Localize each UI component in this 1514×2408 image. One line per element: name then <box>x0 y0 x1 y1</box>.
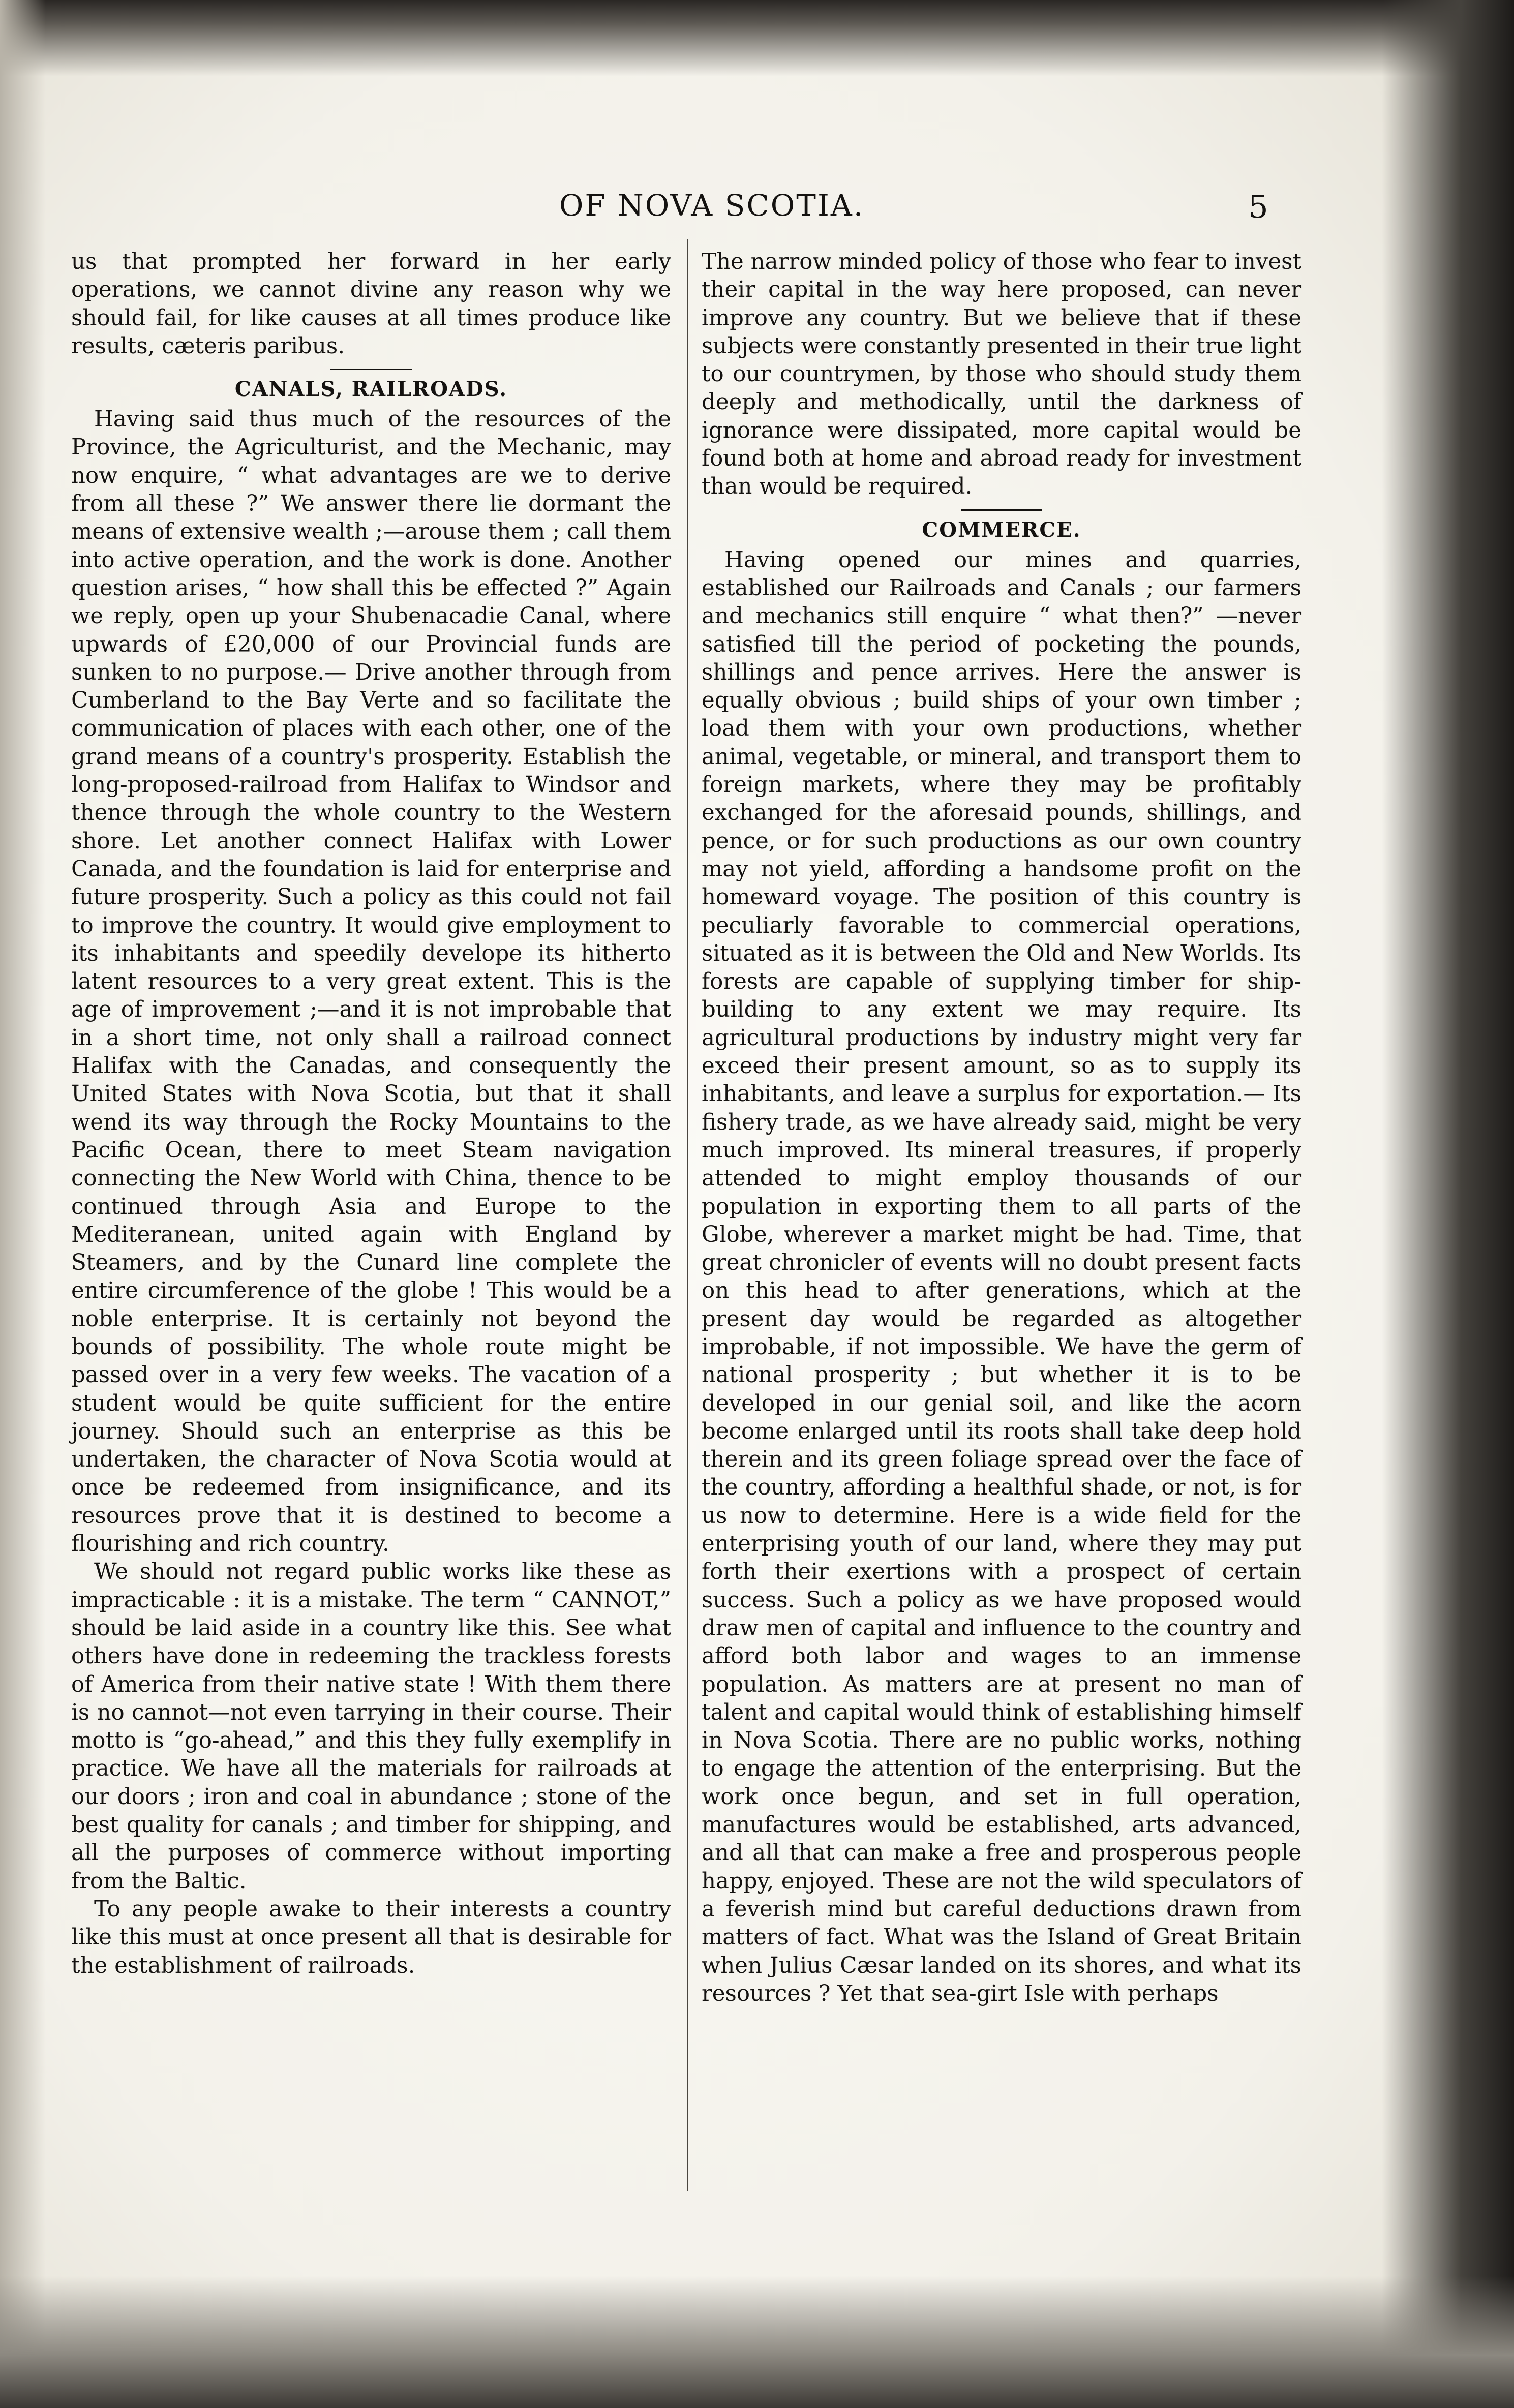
scan-shadow-left <box>0 0 46 2408</box>
left-paragraph-1: Having said thus much of the resources of the Province, the Agriculturist, and the Mechanic, may now enquire, “ what advantages are we to derive from all these ?” We answer there lie dormant the means of extensive wealth ;—arouse them ; call them into active operation, and the work is done. Another question arises, “ how shall this be effected ?” Again we reply, open up your Shubenacadie Canal, where upwards of £20,000 of our Provincial funds are sunken to no purpose.— Drive another through from Cumberland to the Bay Verte and so facilitate the communication of places with each other, one of the grand means of a country's prosperity. Establish the long-proposed-railroad from Halifax to Windsor and thence through the whole country to the Western shore. Let another connect Halifax with Lower Canada, and the foundation is laid for enterprise and future prosperity. Such a policy as this could not fail to improve the country. It would give employment to its inhabitants and speedily develope its hitherto latent resources to a very great extent. This is the age of improvement ;—and it is not improbable that in a short time, not only shall a railroad connect Halifax with the Canadas, and consequently the United States with Nova Scotia, but that it shall wend its way through the Rocky Mountains to the Pacific Ocean, there to meet Steam navigation connecting the New World with China, thence to be continued through Asia and Europe to the Mediteranean, united again with England by Steamers, and by the Cunard line complete the entire circumference of the globe ! This would be a noble enterprise. It is certainly not beyond the bounds of possibility. The whole route might be passed over in a very few weeks. The vacation of a student would be quite sufficient for the entire journey. Should such an enterprise as this be undertaken, the character of Nova Scotia would at once be redeemed from insignificance, and its resources prove that it is destined to become a flourishing and rich country. <box>71 407 671 1557</box>
left-paragraph-3: To any people awake to their interests a country like this must at once present all that is desirable for the establishment of railroads. <box>71 1896 671 1978</box>
heading-commerce: COMMERCE. <box>922 517 1081 542</box>
section-rule <box>961 509 1042 511</box>
right-paragraph-continued: The narrow minded policy of those who fear to invest their capital in the way here proposed, can never improve any country. But we believe that if these subjects were constantly presented in their true light to our countrymen, by those who should study them deeply and methodically, until the darkness of ignorance were dissipated, more capital would be found both at home and abroad ready for investment than would be required. <box>702 249 1301 500</box>
column-divider <box>687 239 688 2191</box>
heading-canals-railroads: CANALS, RAILROADS. <box>234 377 508 402</box>
right-paragraph-1: Having opened our mines and quarries, established our Railroads and Canals ; our farmers and mechanics still enquire “ what then?” —never satisfied till the period of pocketing the pounds, shillings and pence arrives. Here the answer is equally obvious ; build ships of your own timber ; load them with your own productions, whether animal, vegetable, or mineral, and transport them to foreign markets, where they may be profitably exchanged for the aforesaid pounds, shillings, and pence, or for such productions as our own country may not yield, affording a handsome profit on the homeward voyage. The position of this country is peculiarly favorable to commercial operations, situated as it is between the Old and New Worlds. Its forests are capable of supplying timber for ship-building to any extent we may require. Its agricultural productions by industry might very far exceed their present amount, so as to supply its inhabitants, and leave a surplus for exportation.— Its fishery trade, as we have already said, might be very much improved. Its mineral treasures, if properly attended to might employ thousands of our population in exporting them to all parts of the Globe, wherever a market might be had. Time, that great chronicler of events will no doubt present facts on this head to after generations, which at the present day would be regarded as altogether improbable, if not impossible. We have the germ of national prosperity ; but whether it is to be developed in our genial soil, and like the acorn become enlarged until its roots shall take deep hold therein and its green foliage spread over the face of the country, affording a healthful shade, or not, is for us now to determine. Here is a wide field for the enterprising youth of our land, where they may put forth their exertions with a prospect of certain success. Such a policy as we have proposed would draw men of capital and influence to the country and afford both labor and wages to an immense population. As matters are at present no man of talent and capital would think of establishing himself in Nova Scotia. There are no public works, nothing to engage the attention of the enterprising. But the work once begun, and set in full operation, manufactures would be established, arts advanced, and all that can make a free and prosperous people happy, enjoyed. These are not the wild speculators of a feverish mind but careful deductions drawn from matters of fact. What was the Island of Great Britain when Julius Cæsar landed on its shores, and what its resources ? Yet that sea-girt Isle with perhaps <box>702 547 1301 2006</box>
page-number: 5 <box>1248 188 1268 225</box>
scan-shadow-bottom <box>0 2276 1514 2408</box>
left-column <box>71 248 671 1980</box>
left-paragraph-2: We should not regard public works like these as impracticable : it is a mistake. The term “ CANNOT,” should be laid aside in a country like this. See what others have done in redeeming the trackless forests of America from their native state ! With them there is no cannot—not even tarrying in their course. Their motto is “go-ahead,” and this they fully exemplify in practice. We have all the materials for railroads at our doors ; iron and coal in abundance ; stone of the best quality for canals ; and timber for shipping, and all the purposes of commerce without importing from the Baltic. <box>71 1559 671 1894</box>
section-rule <box>330 369 412 370</box>
running-title: OF NOVA SCOTIA. <box>559 188 865 223</box>
scan-shadow-top <box>0 0 1514 76</box>
left-paragraph-continued: us that prompted her forward in her early operations, we cannot divine any reason why we should fail, for like causes at all times produce like results, cæteris paribus. <box>71 249 671 359</box>
scan-shadow-right <box>1382 0 1514 2408</box>
right-column <box>702 248 1301 2008</box>
